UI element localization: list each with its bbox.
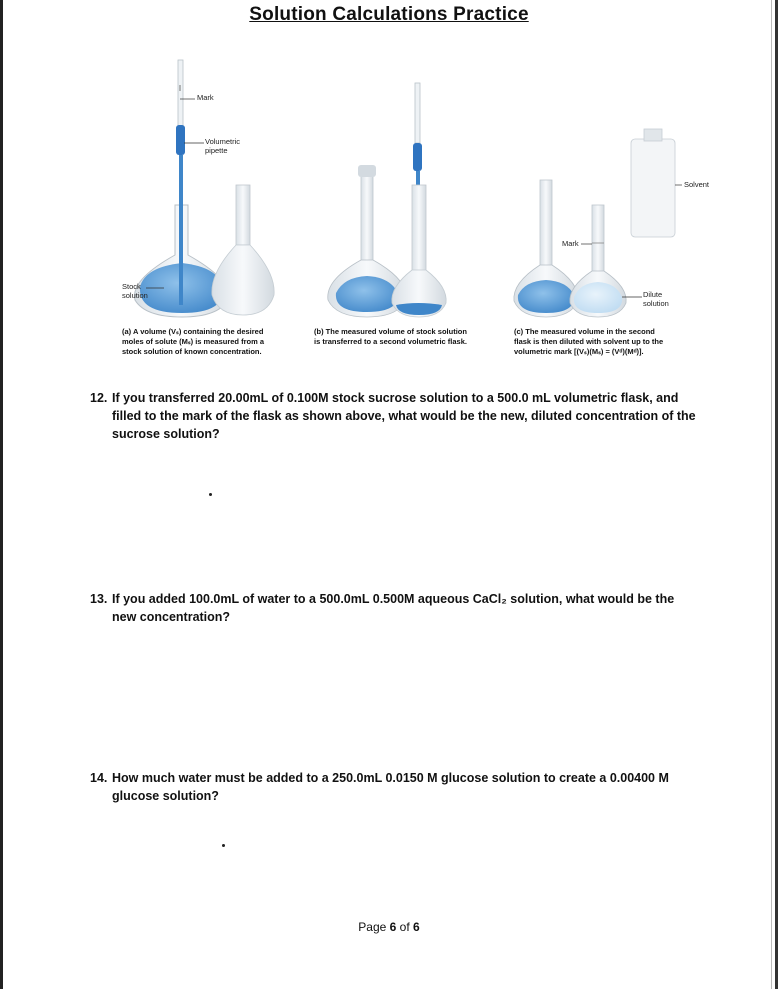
caption-b bbox=[314, 327, 504, 347]
question-13 bbox=[90, 590, 710, 626]
caption-c-line: (c) The measured volume in the second bbox=[514, 327, 655, 336]
caption-b-line: (b) The measured volume of stock solution bbox=[314, 327, 467, 336]
question-text: sucrose solution? bbox=[112, 427, 220, 441]
question-number: 12. bbox=[90, 391, 108, 405]
question-number: 13. bbox=[90, 592, 108, 606]
caption-a-line: (a) A volume (Vₛ) containing the desired bbox=[122, 327, 264, 336]
caption-c-line: volumetric mark [(Vₛ)(Mₛ) = (Vᵈ)(Mᵈ)]. bbox=[514, 346, 644, 356]
label-dilute-solution-l1: Dilute bbox=[643, 290, 663, 299]
footer-page-number: 6 bbox=[389, 920, 397, 934]
caption-a-line: moles of solute (Mₛ) is measured from a bbox=[122, 336, 264, 346]
label-mark-a: Mark bbox=[197, 93, 214, 102]
label-stock-solution bbox=[122, 283, 148, 300]
footer-of: of bbox=[396, 920, 414, 934]
label-stock-solution-l1: Stock bbox=[122, 282, 141, 291]
receiving-flask-b bbox=[392, 185, 446, 317]
question-text: new concentration? bbox=[112, 610, 231, 624]
question-text: If you added 100.0mL of water to a 500.0mL 0.500M aqueous CaCl₂ solution, what would be the bbox=[112, 592, 675, 606]
stray-mark bbox=[209, 493, 212, 496]
label-volumetric-pipette bbox=[205, 138, 240, 155]
caption-b-line: is transferred to a second volumetric flask. bbox=[314, 336, 467, 346]
page-title: Solution Calculations Practice bbox=[249, 4, 529, 25]
footer-page-total: 6 bbox=[413, 920, 420, 934]
stray-mark bbox=[222, 844, 225, 847]
question-14 bbox=[90, 769, 710, 805]
label-mark-c: Mark bbox=[562, 239, 579, 248]
question-text: If you transferred 20.00mL of 0.100M stock sucrose solution to a 500.0 mL volumetric flask, and bbox=[112, 391, 679, 405]
label-stock-solution-l2: solution bbox=[122, 290, 148, 300]
caption-a bbox=[122, 327, 302, 356]
empty-flask-a bbox=[212, 185, 274, 315]
page-border-left bbox=[0, 0, 3, 989]
label-volumetric-pipette-l2: pipette bbox=[205, 145, 228, 155]
caption-c-line: flask is then diluted with solvent up to the bbox=[514, 336, 664, 346]
dilution-figure bbox=[100, 55, 720, 375]
label-dilute-solution bbox=[643, 291, 669, 308]
question-text: glucose solution? bbox=[112, 789, 219, 803]
question-number: 14. bbox=[90, 771, 108, 785]
label-solvent: Solvent bbox=[684, 180, 710, 189]
question-12 bbox=[90, 389, 710, 443]
page-footer bbox=[0, 920, 778, 934]
caption-a-line: stock solution of known concentration. bbox=[122, 346, 262, 356]
label-dilute-solution-l2: solution bbox=[643, 298, 669, 308]
solvent-bottle bbox=[631, 129, 675, 237]
dilute-flask bbox=[570, 205, 626, 317]
question-text: filled to the mark of the flask as shown above, what would be the new, diluted concentration of the bbox=[112, 409, 696, 423]
label-volumetric-pipette-l1: Volumetric bbox=[205, 137, 241, 146]
caption-c bbox=[514, 327, 714, 356]
footer-prefix: Page bbox=[358, 920, 390, 934]
question-text: How much water must be added to a 250.0mL 0.0150 M glucose solution to create a 0.00400 M bbox=[112, 771, 669, 785]
page-border-inner bbox=[771, 0, 772, 989]
